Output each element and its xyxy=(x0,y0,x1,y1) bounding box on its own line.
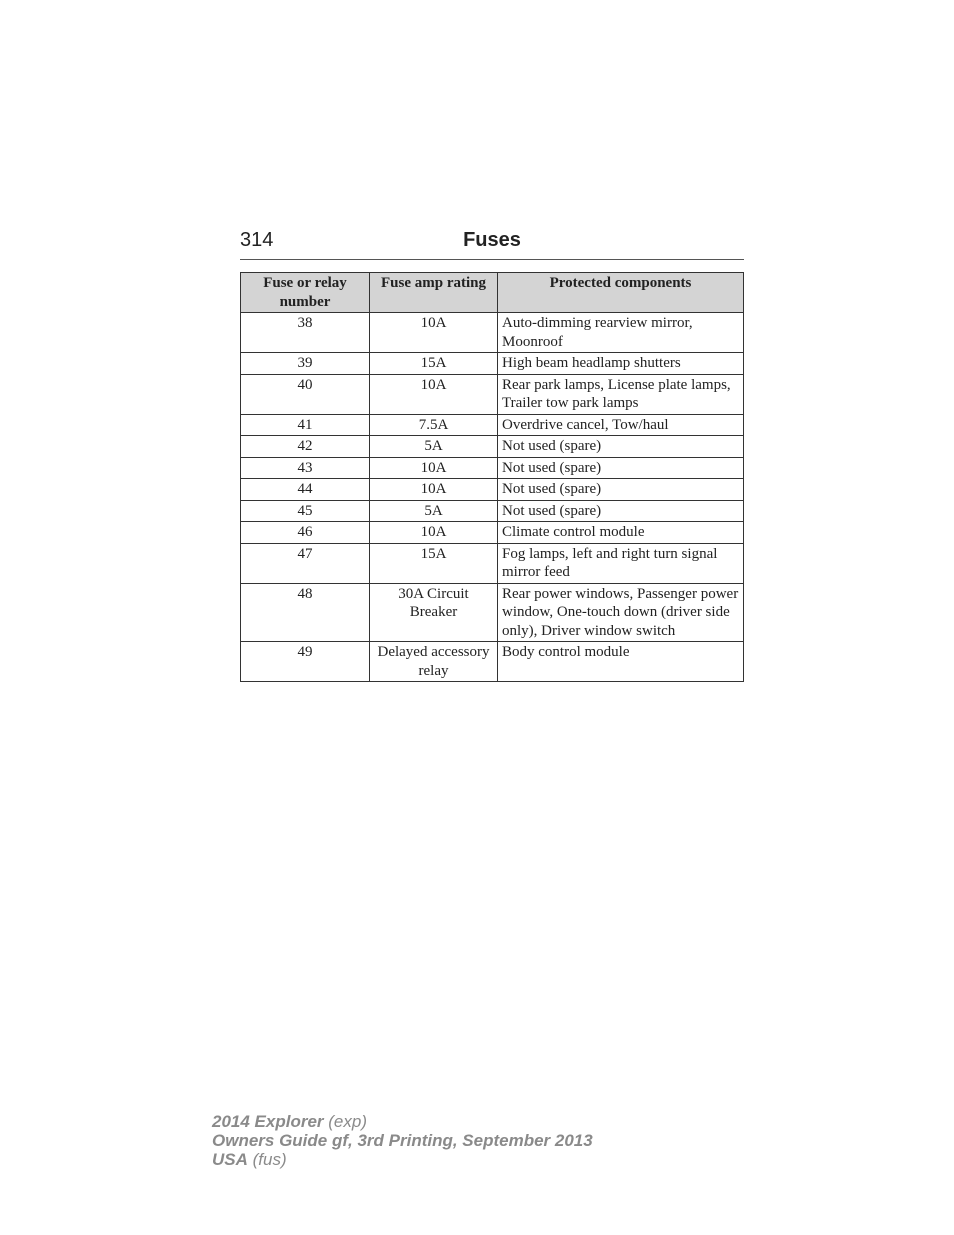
protected-components-cell: Rear power windows, Passenger power window, One-touch down (driver side only), Driver window switch xyxy=(498,583,744,642)
footer-vehicle-name: 2014 Explorer xyxy=(212,1112,324,1131)
fuse-rating-cell: 10A xyxy=(370,313,498,353)
fuse-rating-cell: 10A xyxy=(370,374,498,414)
fuse-number-cell: 47 xyxy=(241,543,370,583)
table-row xyxy=(241,414,744,436)
fuse-number-cell: 48 xyxy=(241,583,370,642)
protected-components-cell: Climate control module xyxy=(498,522,744,544)
footer-line-guide xyxy=(212,1131,593,1150)
fuse-number-cell: 41 xyxy=(241,414,370,436)
protected-components-cell: Body control module xyxy=(498,642,744,682)
table-header-row xyxy=(241,273,744,313)
table-row xyxy=(241,457,744,479)
table-row xyxy=(241,436,744,458)
footer-market-name: USA xyxy=(212,1150,248,1169)
table-row xyxy=(241,543,744,583)
fuse-rating-cell: 10A xyxy=(370,522,498,544)
fuse-rating-cell: Delayed accessory relay xyxy=(370,642,498,682)
table-body xyxy=(241,313,744,682)
table-row xyxy=(241,313,744,353)
column-header-rating: Fuse amp rating xyxy=(370,273,498,313)
fuse-number-cell: 38 xyxy=(241,313,370,353)
fuse-number-cell: 43 xyxy=(241,457,370,479)
protected-components-cell: Not used (spare) xyxy=(498,457,744,479)
page-header xyxy=(240,229,744,260)
document-footer xyxy=(212,1112,593,1169)
protected-components-cell: Not used (spare) xyxy=(498,436,744,458)
column-header-number: Fuse or relay number xyxy=(241,273,370,313)
fuse-number-cell: 44 xyxy=(241,479,370,501)
table-row xyxy=(241,500,744,522)
table-row xyxy=(241,374,744,414)
table-row xyxy=(241,353,744,375)
table-row xyxy=(241,479,744,501)
page-number: 314 xyxy=(240,229,274,251)
fuse-rating-cell: 10A xyxy=(370,457,498,479)
fuse-number-cell: 39 xyxy=(241,353,370,375)
footer-line-market xyxy=(212,1150,593,1169)
protected-components-cell: Rear park lamps, License plate lamps, Trailer tow park lamps xyxy=(498,374,744,414)
fuse-table xyxy=(240,272,744,682)
protected-components-cell: Not used (spare) xyxy=(498,479,744,501)
protected-components-cell: High beam headlamp shutters xyxy=(498,353,744,375)
footer-vehicle-code: (exp) xyxy=(328,1112,367,1131)
footer-market-code: (fus) xyxy=(252,1150,287,1169)
protected-components-cell: Fog lamps, left and right turn signal mirror feed xyxy=(498,543,744,583)
fuse-number-cell: 45 xyxy=(241,500,370,522)
table-row xyxy=(241,642,744,682)
fuse-rating-cell: 7.5A xyxy=(370,414,498,436)
footer-line-vehicle xyxy=(212,1112,593,1131)
protected-components-cell: Overdrive cancel, Tow/haul xyxy=(498,414,744,436)
column-header-components: Protected components xyxy=(498,273,744,313)
fuse-number-cell: 40 xyxy=(241,374,370,414)
table-row xyxy=(241,522,744,544)
fuse-number-cell: 46 xyxy=(241,522,370,544)
fuse-rating-cell: 5A xyxy=(370,436,498,458)
section-title: Fuses xyxy=(463,229,521,251)
fuse-number-cell: 49 xyxy=(241,642,370,682)
fuse-rating-cell: 15A xyxy=(370,353,498,375)
fuse-rating-cell: 15A xyxy=(370,543,498,583)
footer-guide-info: Owners Guide gf, 3rd Printing, September 2013 xyxy=(212,1131,593,1150)
protected-components-cell: Not used (spare) xyxy=(498,500,744,522)
fuse-rating-cell: 10A xyxy=(370,479,498,501)
protected-components-cell: Auto-dimming rearview mirror, Moonroof xyxy=(498,313,744,353)
table-row xyxy=(241,583,744,642)
fuse-rating-cell: 5A xyxy=(370,500,498,522)
fuse-rating-cell: 30A Circuit Breaker xyxy=(370,583,498,642)
fuse-number-cell: 42 xyxy=(241,436,370,458)
